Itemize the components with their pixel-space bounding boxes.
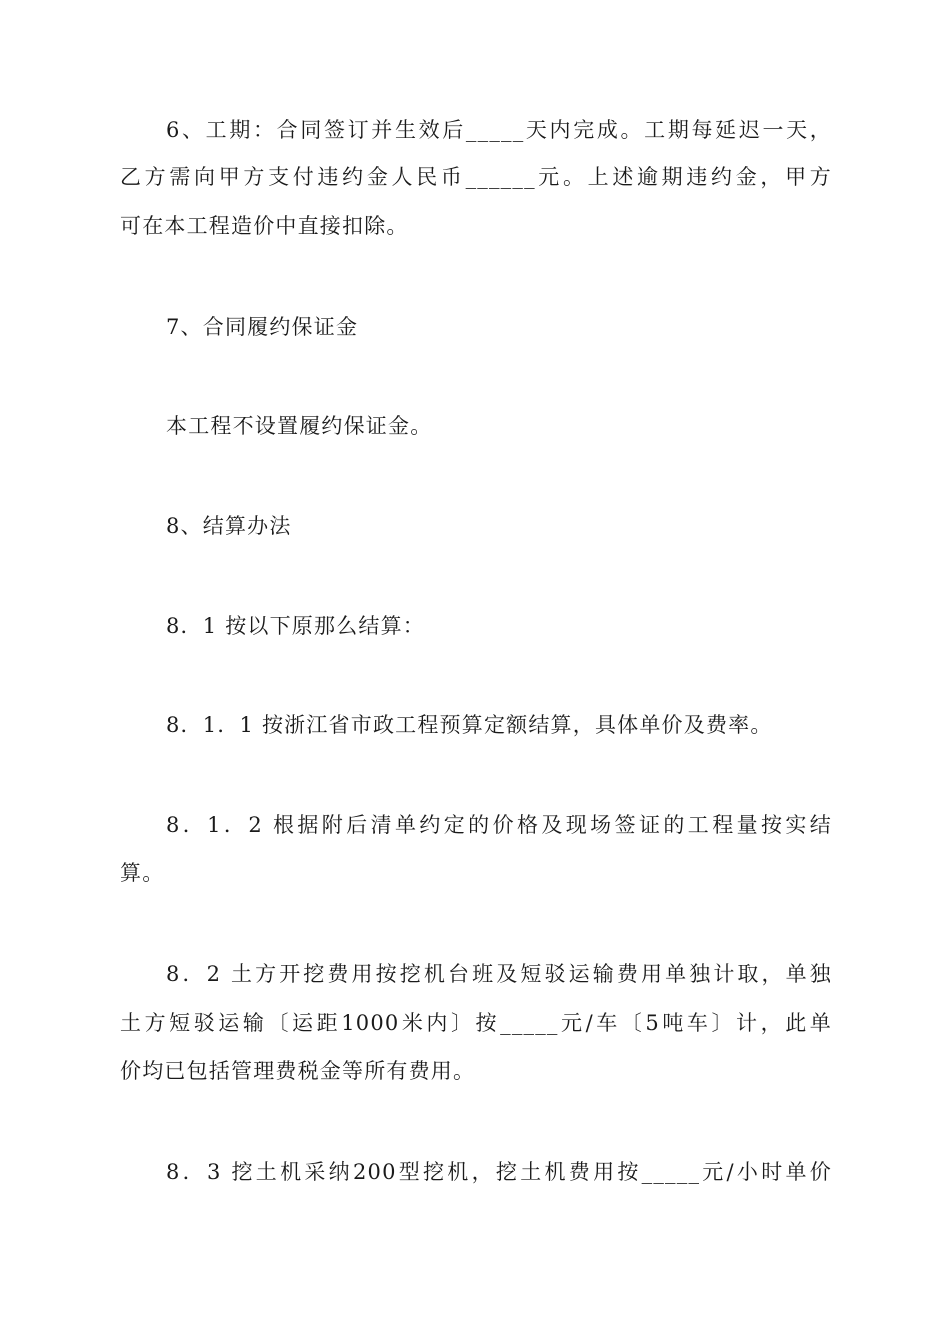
paragraph-6-line-1: 6、工期：合同签订并生效后_____天内完成。工期每延迟一天， [166, 118, 832, 142]
paragraph-8-1-1: 8．1．1 按浙江省市政工程预算定额结算，具体单价及费率。 [166, 713, 773, 737]
paragraph-6-line-2: 乙方需向甲方支付违约金人民币______元。上述逾期违约金，甲方 [120, 165, 832, 189]
heading-7: 7、合同履约保证金 [166, 315, 359, 339]
paragraph-7: 本工程不设置履约保证金。 [166, 414, 433, 438]
paragraph-6-line-3: 可在本工程造价中直接扣除。 [120, 214, 409, 238]
paragraph-8-2-line-2: 土方短驳运输〔运距1000米内〕按_____元/车〔5吨车〕计，此单 [120, 1011, 832, 1035]
paragraph-8-1-2-line-1: 8．1．2 根据附后清单约定的价格及现场签证的工程量按实结 [166, 813, 832, 837]
heading-8-1: 8．1 按以下原那么结算： [166, 614, 425, 638]
paragraph-8-2-line-3: 价均已包括管理费税金等所有费用。 [120, 1059, 476, 1083]
paragraph-8-3-line-1: 8．3 挖土机采纳200型挖机，挖土机费用按_____元/小时单价 [166, 1160, 832, 1184]
paragraph-8-2-line-1: 8．2 土方开挖费用按挖机台班及短驳运输费用单独计取，单独 [166, 962, 832, 986]
heading-8: 8、结算办法 [166, 514, 292, 538]
paragraph-8-1-2-line-2: 算。 [120, 861, 165, 885]
